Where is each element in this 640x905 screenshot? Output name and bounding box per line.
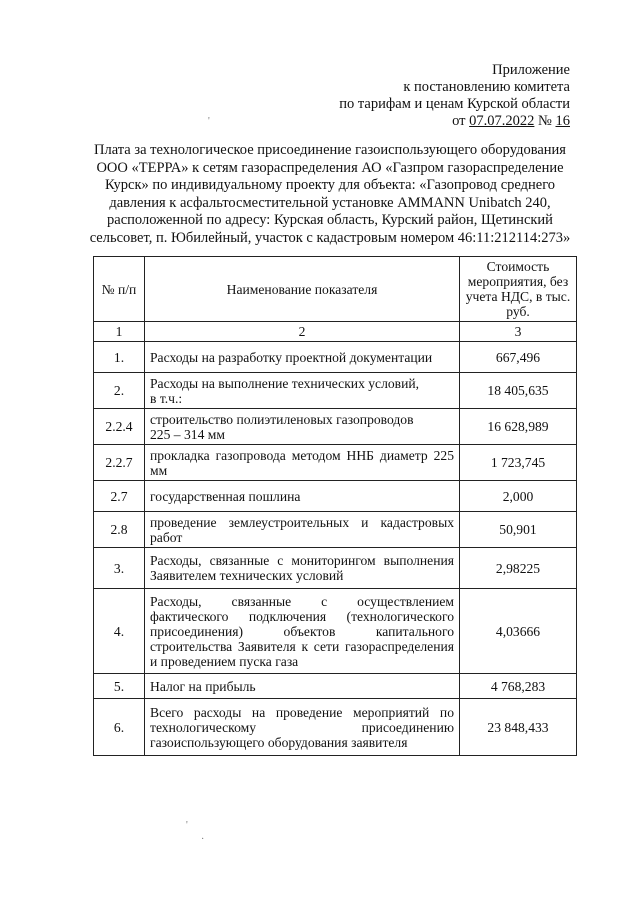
table-row: [94, 699, 577, 756]
row-value: 4,03666: [460, 589, 577, 674]
header-committee: по тарифам и ценам Курской области: [339, 96, 570, 112]
header-number: 16: [555, 113, 570, 129]
header-appendix: Приложение: [492, 62, 570, 78]
scan-speck: ·: [201, 834, 205, 845]
row-number: 1.: [94, 342, 145, 373]
scan-speck: ': [208, 116, 210, 127]
row-number: 5.: [94, 674, 145, 699]
index-cell: 1: [94, 322, 145, 342]
row-name: Расходы, связанные с мониторингом выполнения Заявителем технических условий: [145, 548, 460, 589]
row-name: Расходы на выполнение технических условий,: [150, 375, 420, 391]
table-row: [94, 512, 577, 548]
header-date-line: [339, 113, 570, 130]
row-number: 6.: [94, 699, 145, 756]
index-cell: 2: [145, 322, 460, 342]
table-row: [94, 445, 577, 481]
row-name-cell: [145, 409, 460, 445]
row-value: 1 723,745: [460, 445, 577, 481]
row-name-cell: [145, 373, 460, 409]
table-row: [94, 548, 577, 589]
row-number: 2.2.4: [94, 409, 145, 445]
row-name: проведение землеустроительных и кадастровых работ: [145, 512, 460, 548]
row-value: 2,98225: [460, 548, 577, 589]
row-name: Налог на прибыль: [145, 674, 460, 699]
table-header-row: [94, 257, 577, 322]
row-value: 16 628,989: [460, 409, 577, 445]
row-number: 3.: [94, 548, 145, 589]
scan-speck: ': [186, 820, 188, 831]
row-value: 50,901: [460, 512, 577, 548]
header-date: 07.07.2022: [469, 113, 535, 129]
row-name: Расходы, связанные с осуществлением фактического подключения (технологического присоединения) объектов капитального строительства Заявителя к сети газораспределения и проведением пуска газа: [145, 589, 460, 674]
row-number: 2.8: [94, 512, 145, 548]
header-block: [339, 62, 570, 130]
header-from: от: [452, 113, 466, 129]
row-number: 4.: [94, 589, 145, 674]
row-name: Расходы на разработку проектной документации: [145, 342, 460, 373]
row-value: 23 848,433: [460, 699, 577, 756]
table-index-row: [94, 322, 577, 342]
row-name: государственная пошлина: [145, 481, 460, 512]
table-row: [94, 373, 577, 409]
col-number-header: № п/п: [94, 257, 145, 322]
index-cell: 3: [460, 322, 577, 342]
table-row: [94, 342, 577, 373]
table-row: [94, 589, 577, 674]
row-name: прокладка газопровода методом ННБ диаметр 225 мм: [145, 445, 460, 481]
col-name-header: Наименование показателя: [145, 257, 460, 322]
row-number: 2.7: [94, 481, 145, 512]
table-row: [94, 674, 577, 699]
row-name: Всего расходы на проведение мероприятий по технологическому присоединению газоиспользующего оборудования заявителя: [145, 699, 460, 756]
row-value: 667,496: [460, 342, 577, 373]
row-value: 2,000: [460, 481, 577, 512]
row-name: строительство полиэтиленовых газопроводов: [150, 411, 414, 427]
row-number: 2.: [94, 373, 145, 409]
header-resolution: к постановлению комитета: [403, 79, 570, 95]
fee-table: [93, 256, 577, 756]
document-title: Плата за технологическое присоединение газоиспользующего оборудования ООО «ТЕРРА» к сетям газораспределения АО «Газпром газораспределение Курск» по индивидуальному проекту для объекта: «Газопровод среднего давления к асфальтосместительной установке AMMANN Unibatch 240, расположенной по адресу: Курская область, Курский район, Щетинский сельсовет, п. Юбилейный, участок с кадастровым номером 46:11:212114:273»: [89, 142, 571, 246]
row-name-continued: в т.ч.:: [150, 390, 183, 406]
row-value: 4 768,283: [460, 674, 577, 699]
header-number-sign: №: [538, 113, 552, 129]
row-name-continued: 225 – 314 мм: [150, 426, 225, 442]
table-row: [94, 409, 577, 445]
table-row: [94, 481, 577, 512]
col-cost-header: Стоимость мероприятия, без учета НДС, в тыс. руб.: [460, 257, 577, 322]
row-value: 18 405,635: [460, 373, 577, 409]
row-number: 2.2.7: [94, 445, 145, 481]
